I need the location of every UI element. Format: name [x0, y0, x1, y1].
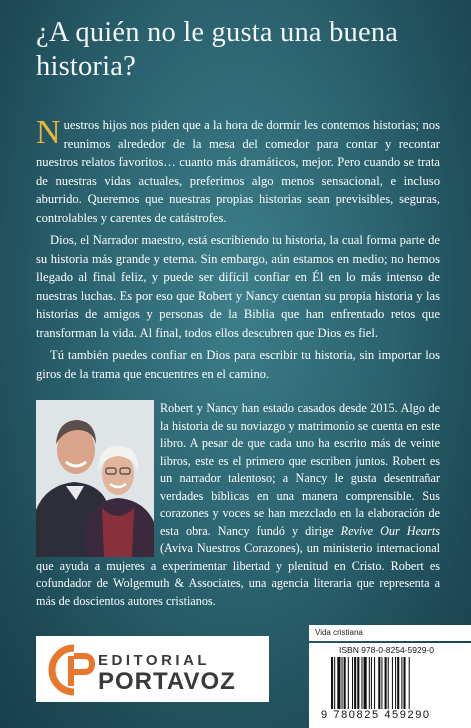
barcode-bar: [352, 657, 353, 709]
barcode-bar: [361, 657, 362, 709]
barcode-bar: [369, 657, 370, 709]
description-paragraph-3: Tú también puedes confiar en Dios para escribir tu historia, sin importar los giros de la trama que encuentres en el camino.: [36, 348, 440, 381]
barcode-bar: [348, 657, 349, 709]
author-bio: [36, 400, 440, 610]
isbn-label: ISBN 978-0-8254-5929-0: [339, 645, 434, 655]
description-block: [36, 116, 440, 387]
barcode-bar: [374, 657, 375, 709]
photo-spacer: [36, 400, 160, 557]
cover-headline: ¿A quién no le gusta una buena historia?: [36, 17, 399, 82]
barcode-bar: [395, 657, 396, 709]
barcode-digits: 9 780825 459290: [321, 709, 431, 721]
barcode-bar: [371, 657, 372, 709]
publisher-logo: [36, 636, 269, 702]
barcode-bar: [342, 657, 343, 709]
barcode-bar: [401, 657, 402, 709]
barcode-bar: [381, 657, 382, 709]
description-paragraph-1-text: uestros hijos nos piden que a la hora de dormir les contemos historias; nos reunimos alrededor de la mesa del comedor para contar y recontar nuestros relatos favoritos… cuanto más dramáticos, mejor. Pero cuando se trata de nuestras vidas actuales, preferimos algo menos sensacional, e incluso aburrido. Queremos que nuestras propias historias sean previsibles, seguras, controlables y carentes de catástrofes.: [36, 118, 440, 225]
barcode-bar: [403, 657, 405, 709]
description-paragraph-1: [36, 116, 440, 227]
bottom-strip: [36, 625, 471, 728]
publisher-logo-icon: [48, 644, 96, 696]
isbn-barcode-box: [309, 643, 471, 728]
barcode-bar: [388, 657, 389, 709]
author-names: Robert y Nancy: [160, 401, 239, 415]
barcode-bar: [344, 657, 346, 709]
barcode-bar: [331, 657, 333, 709]
category-label: Vida cristiana: [309, 625, 471, 641]
author-bio-text-2: (Aviva Nuestros Corazones), un ministerio internacional que ayuda a mujeres a experimentar libertad y plenitud en Cristo. Robert es cofundador de Wolgemuth & Associates, una agencia literaria que representa a más de doscientos autores cristianos.: [36, 541, 440, 608]
description-paragraph-2: Dios, el Narrador maestro, está escribiendo tu historia, la cual forma parte de su historia más grande y eterna. Sin embargo, aún estamos en medio; no hemos llegado al final feliz, y puede ser difícil confiar en Él en lo más intenso de nuestras luchas. Es por eso que Robert y Nancy cuentan su propia historia y las historias de amigos y personas de la Biblia que han enfrentado retos que transforman la vida. Al final, todos ellos descubren que Dios es fiel.: [36, 233, 440, 340]
barcode-icon: [329, 657, 449, 711]
drop-cap: N: [36, 114, 61, 151]
barcode-bar: [357, 657, 359, 709]
publisher-name-line1: EDITORIAL: [98, 652, 211, 669]
publisher-name-line2: PORTAVOZ: [98, 668, 236, 695]
barcode-bar: [392, 657, 393, 709]
barcode-bar: [334, 657, 335, 709]
barcode-bar: [385, 657, 387, 709]
author-bio-text-1: han estado casados desde 2015. Algo de la historia de su noviazgo y matrimonio se cuenta en este libro. A pesar de que cada uno ha escrito más de veinte libros, este es el primero que escriben juntos. Robert es un narrador talentoso; a Nancy le gusta desentrañar verdades bíblicas en una manera comprensible. Sus corazones y voces se han mezclado en la elaboración de esta obra. Nancy fundó y dirige: [160, 401, 440, 538]
barcode-bar: [409, 657, 410, 709]
barcode-bar: [397, 657, 399, 709]
barcode-bar: [364, 657, 367, 709]
ministry-name: Revive Our Hearts: [340, 523, 440, 538]
barcode-bar: [354, 657, 356, 709]
barcode-bar: [378, 657, 380, 709]
barcode-bar: [337, 657, 340, 709]
